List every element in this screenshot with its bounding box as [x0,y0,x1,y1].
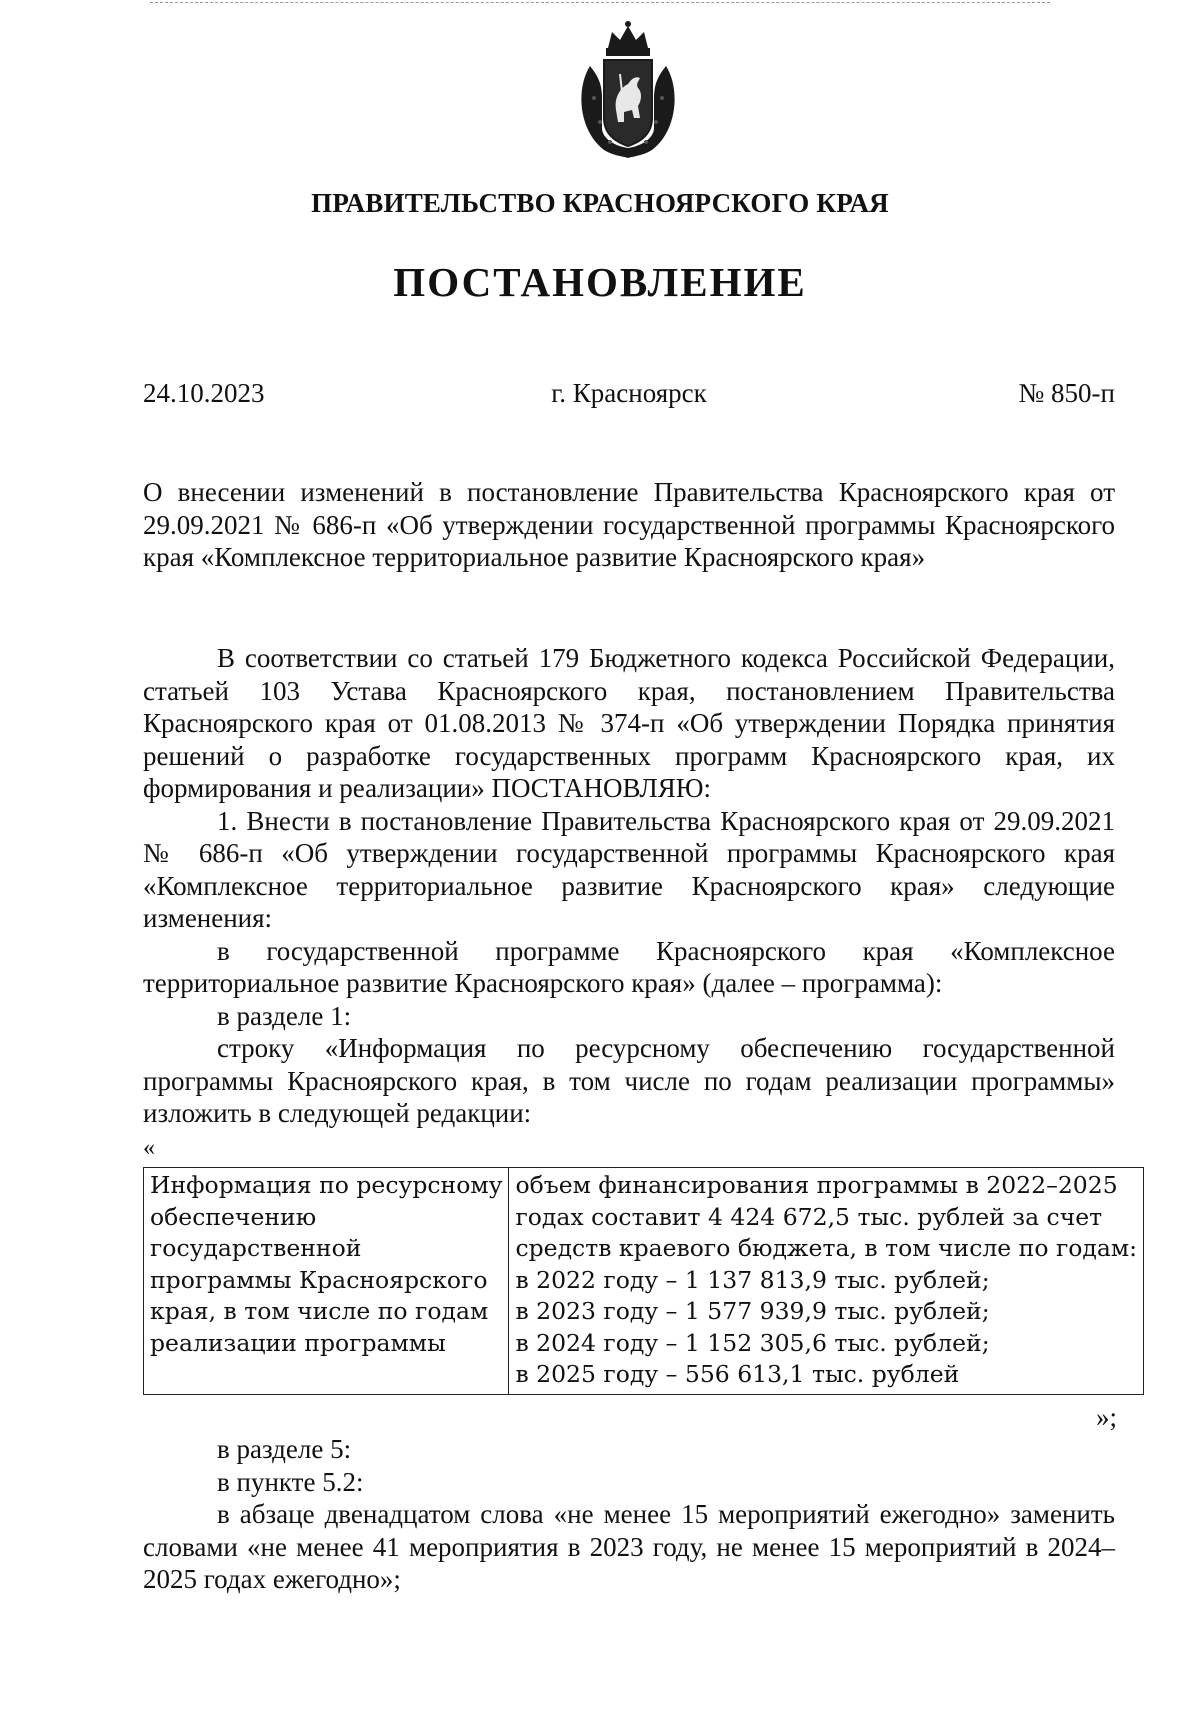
document-subject: О внесении изменений в постановление Правительства Красноярского края от 29.09.2021 № 686-п «Об утверждении государственной программы Красноярского края «Комплексное территориальное развитие Красноярского края» [143,477,1115,572]
document-number: № 850-п [1018,378,1115,408]
table-cell-line: объем финансирования программы в 2022–2025 [515,1171,1118,1199]
table-cell-line: государственной [150,1234,362,1262]
table-cell-line: Информация по ресурсному [150,1171,503,1199]
resource-table [143,1167,1144,1395]
table-cell-line: в 2024 году – 1 152 305,6 тыс. рублей; [515,1328,990,1357]
document-city: г. Красноярск [551,378,707,408]
document-type-title: ПОСТАНОВЛЕНИЕ [393,259,807,305]
table-cell-label [144,1168,509,1395]
body-paragraph: в государственной программе Красноярского края «Комплексное территориальное развитие Красноярского края» (далее – программа): [143,935,1115,998]
document-date: 24.10.2023 [143,378,265,408]
body-paragraph: 1. Внести в постановление Правительства Красноярского края от 29.09.2021 № 686-п «Об утверждении государственной программы Красноярского края «Комплексное территориальное развитие Красноярского края» следующие изменения: [143,805,1115,933]
document-subject-block [143,476,1115,574]
scan-edge-line [150,2,1050,3]
table-cell-line: программы Красноярского [150,1265,488,1294]
table-cell-line: годах составит 4 424 672,5 тыс. рублей за счет [515,1202,1103,1231]
preamble-paragraph: В соответствии со статьей 179 Бюджетного кодекса Российской Федерации, статьей 103 Устава Красноярского края, постановлением Правительства Красноярского края от 01.08.2013 № 374-п «Об утверждении Порядка принятия решений о разработке государственных программ Красноярского края, их формирования и реализации» ПОСТАНОВЛЯЮ: [143,643,1115,803]
table-cell-line: реализации программы [150,1328,446,1357]
organization-title: ПРАВИТЕЛЬСТВО КРАСНОЯРСКОГО КРАЯ [311,188,889,218]
document-meta-row [143,378,1115,414]
table-cell-line: в 2023 году – 1 577 939,9 тыс. рублей; [515,1297,990,1325]
body-text-block-continued [143,1433,1115,1596]
body-paragraph: в пункте 5.2: [217,1466,364,1497]
body-paragraph: строку «Информация по ресурсному обеспечению государственной программы Красноярского края, в том числе по годам реализации программы» изложить в следующей редакции: [143,1033,1115,1128]
body-text-block [143,642,1115,1130]
table-cell-line: обеспечению [150,1202,317,1231]
closing-quote-mark: »; [1095,1402,1117,1432]
table-cell-line: в 2022 году – 1 137 813,9 тыс. рублей; [515,1265,990,1294]
table-cell-line: в 2025 году – 556 613,1 тыс. рублей [515,1360,960,1388]
table-cell-value [509,1168,1144,1395]
opening-quote-mark: « [143,1135,155,1161]
body-paragraph: в абзаце двенадцатом слова «не менее 15 мероприятий ежегодно» заменить словами «не менее 41 мероприятия в 2023 году, не менее 15 мероприятий в 2024–2025 годах ежегодно»; [143,1499,1115,1594]
table-cell-line: края, в том числе по годам [150,1297,489,1325]
coat-of-arms-icon [570,18,686,160]
table-cell-line: средств краевого бюджета, в том числе по годам: [515,1234,1138,1262]
body-paragraph: в разделе 5: [217,1434,352,1464]
table-row [144,1168,1144,1395]
body-paragraph: в разделе 1: [217,1000,352,1031]
